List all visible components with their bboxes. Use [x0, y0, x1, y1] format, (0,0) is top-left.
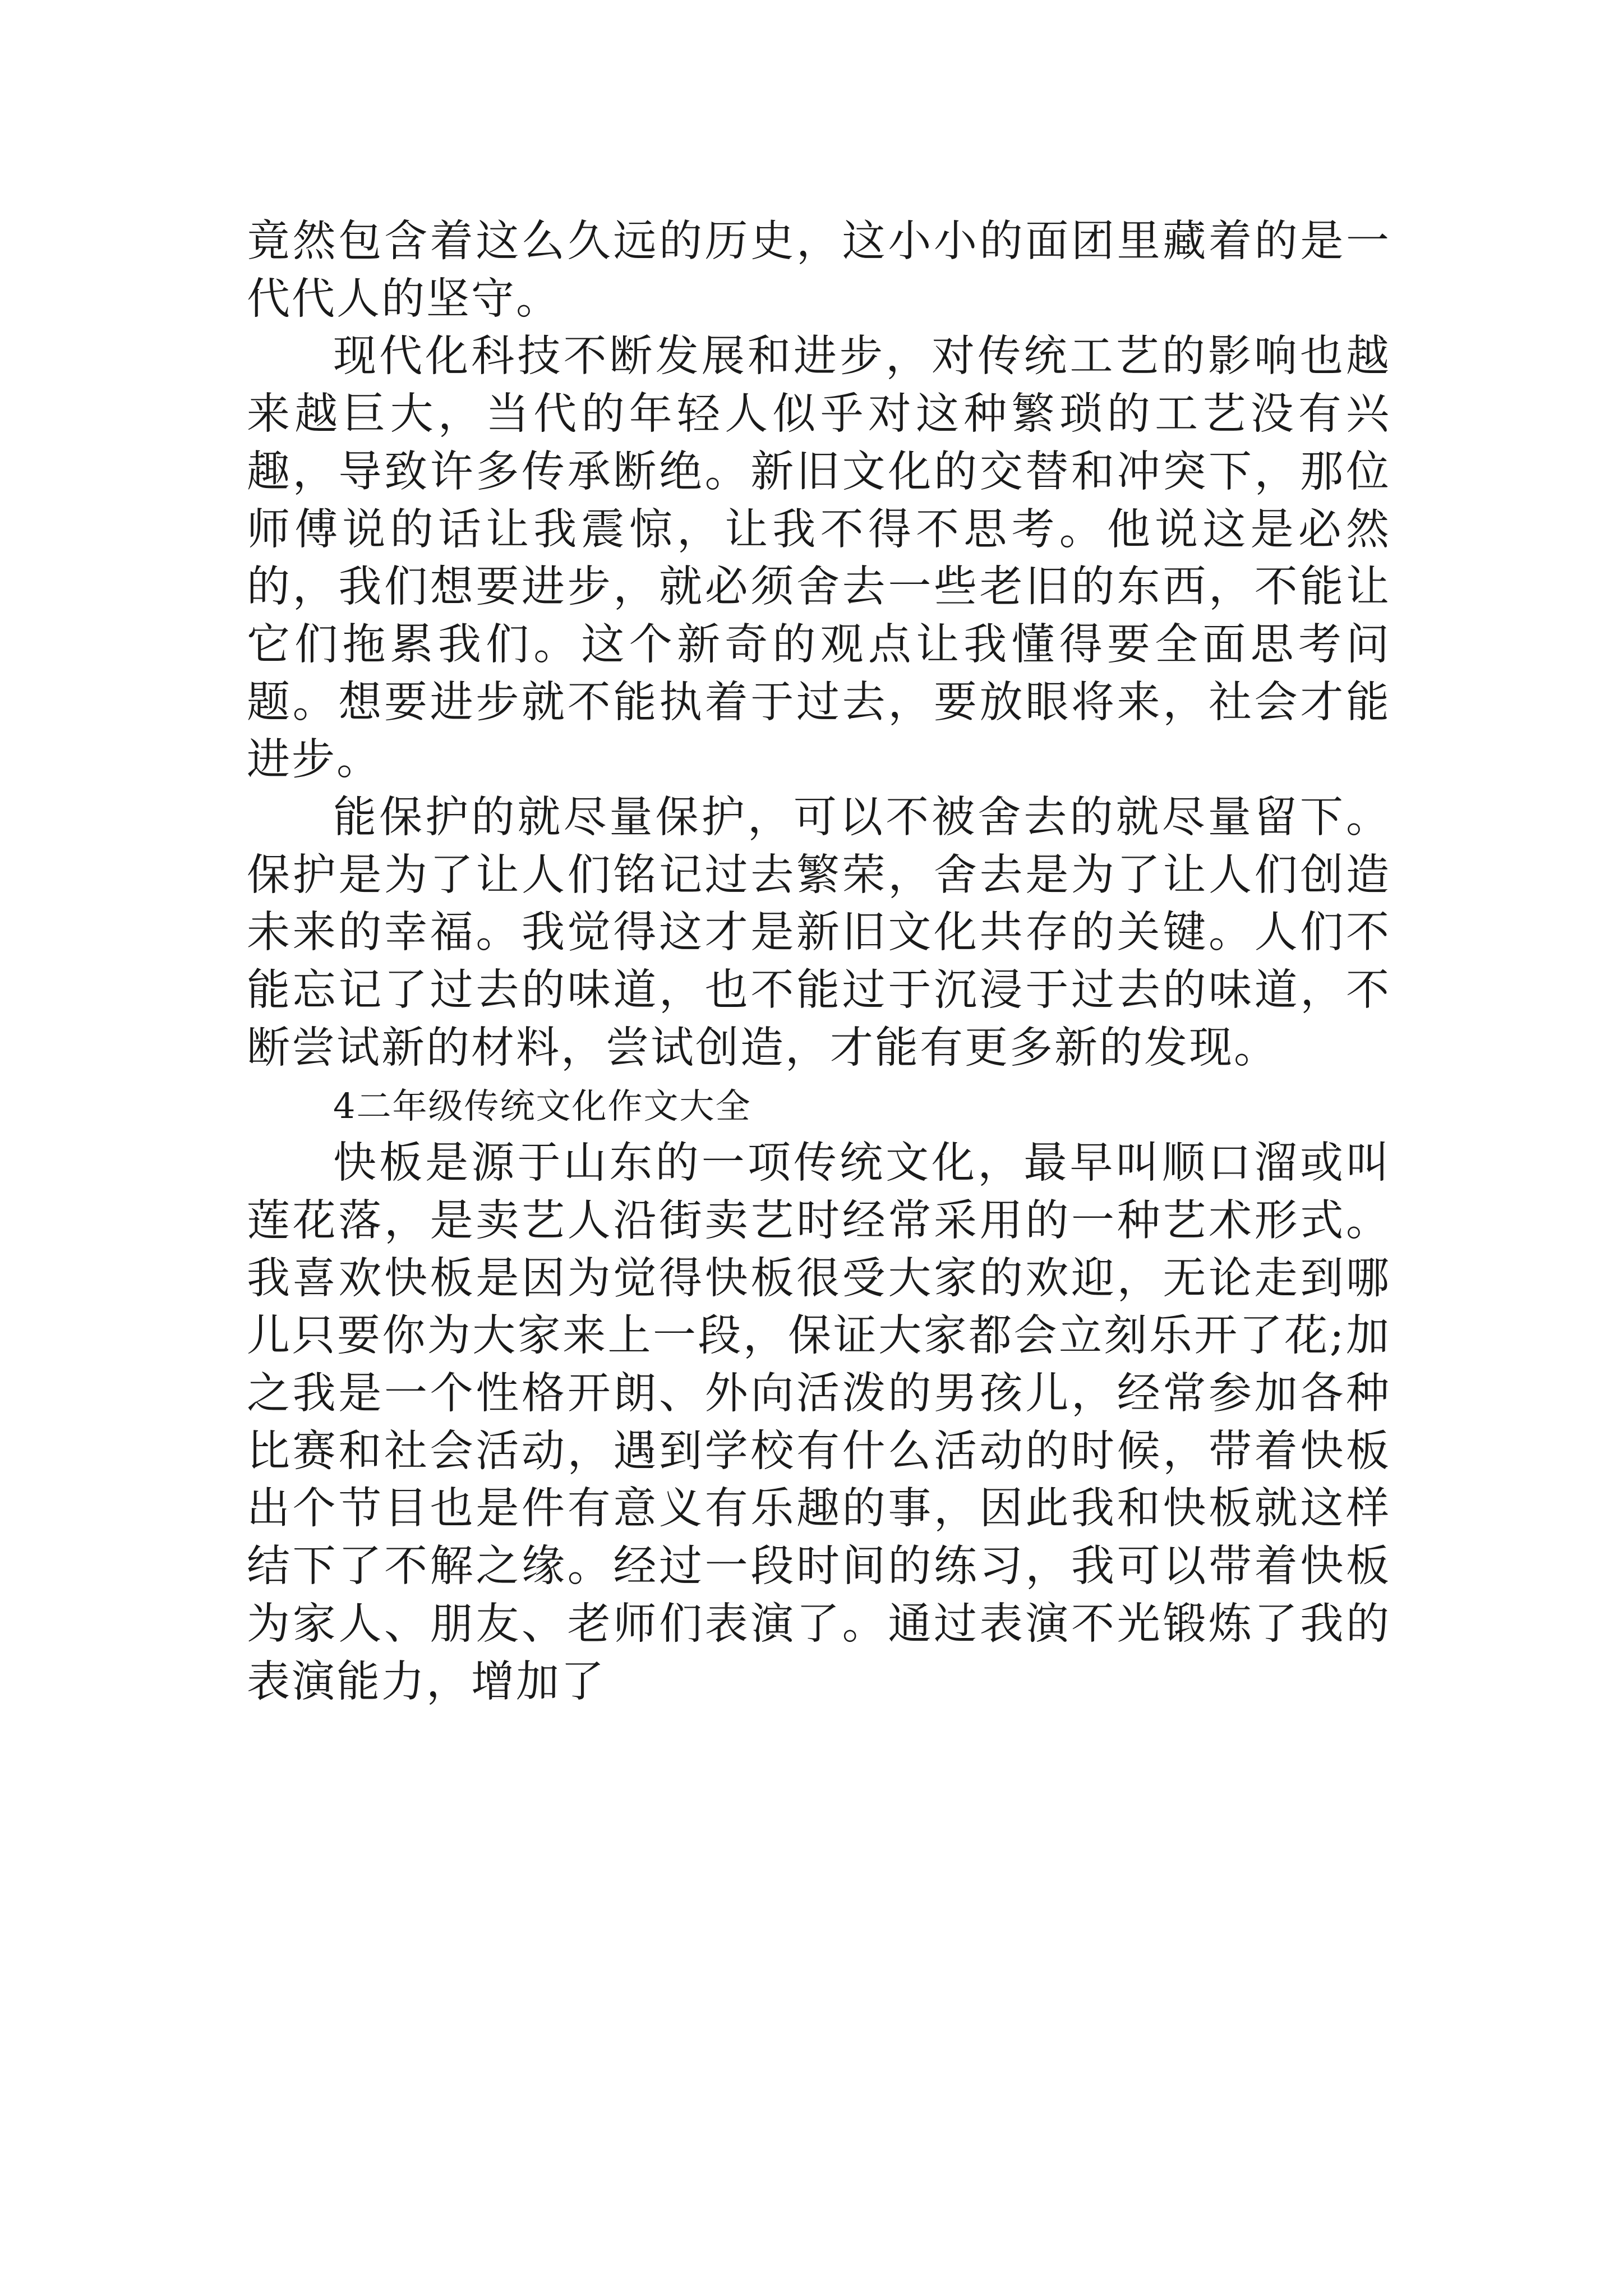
paragraph-continued: 竟然包含着这么久远的历史，这小小的面团里藏着的是一代代人的坚守。	[247, 217, 1391, 324]
document-body	[247, 213, 1391, 1711]
paragraph-modern-technology: 现代化科技不断发展和进步，对传统工艺的影响也越来越巨大，当代的年轻人似乎对这种繁琐的工艺没有兴趣，导致许多传承断绝。新旧文化的交替和冲突下，那位师傅说的话让我震惊，让我不得不思考。他说这是必然的，我们想要进步，就必须舍去一些老旧的东西，不能让它们拖累我们。这个新奇的观点让我懂得要全面思考问题。想要进步就不能执着于过去，要放眼将来，社会才能进步。	[247, 332, 1391, 785]
paragraph-protect-and-abandon: 能保护的就尽量保护，可以不被舍去的就尽量留下。保护是为了让人们铭记过去繁荣，舍去是为了让人们创造未来的幸福。我觉得这才是新旧文化共存的关键。人们不能忘记了过去的味道，也不能过于沉浸于过去的味道，不断尝试新的材料，尝试创造，才能有更多新的发现。	[247, 793, 1391, 1073]
section-heading: 4二年级传统文化作文大全	[333, 1085, 751, 1126]
paragraph-kuaiban: 快板是源于山东的一项传统文化，最早叫顺口溜或叫莲花落，是卖艺人沿街卖艺时经常采用的一种艺术形式。我喜欢快板是因为觉得快板很受大家的欢迎，无论走到哪儿只要你为大家来上一段，保证大家都会立刻乐开了花;加之我是一个性格开朗、外向活泼的男孩儿，经常参加各种比赛和社会活动，遇到学校有什么活动的时候，带着快板出个节目也是件有意义有乐趣的事，因此我和快板就这样结下了不解之缘。经过一段时间的练习，我可以带着快板为家人、朋友、老师们表演了。通过表演不光锻炼了我的表演能力，增加了	[247, 1138, 1391, 1707]
